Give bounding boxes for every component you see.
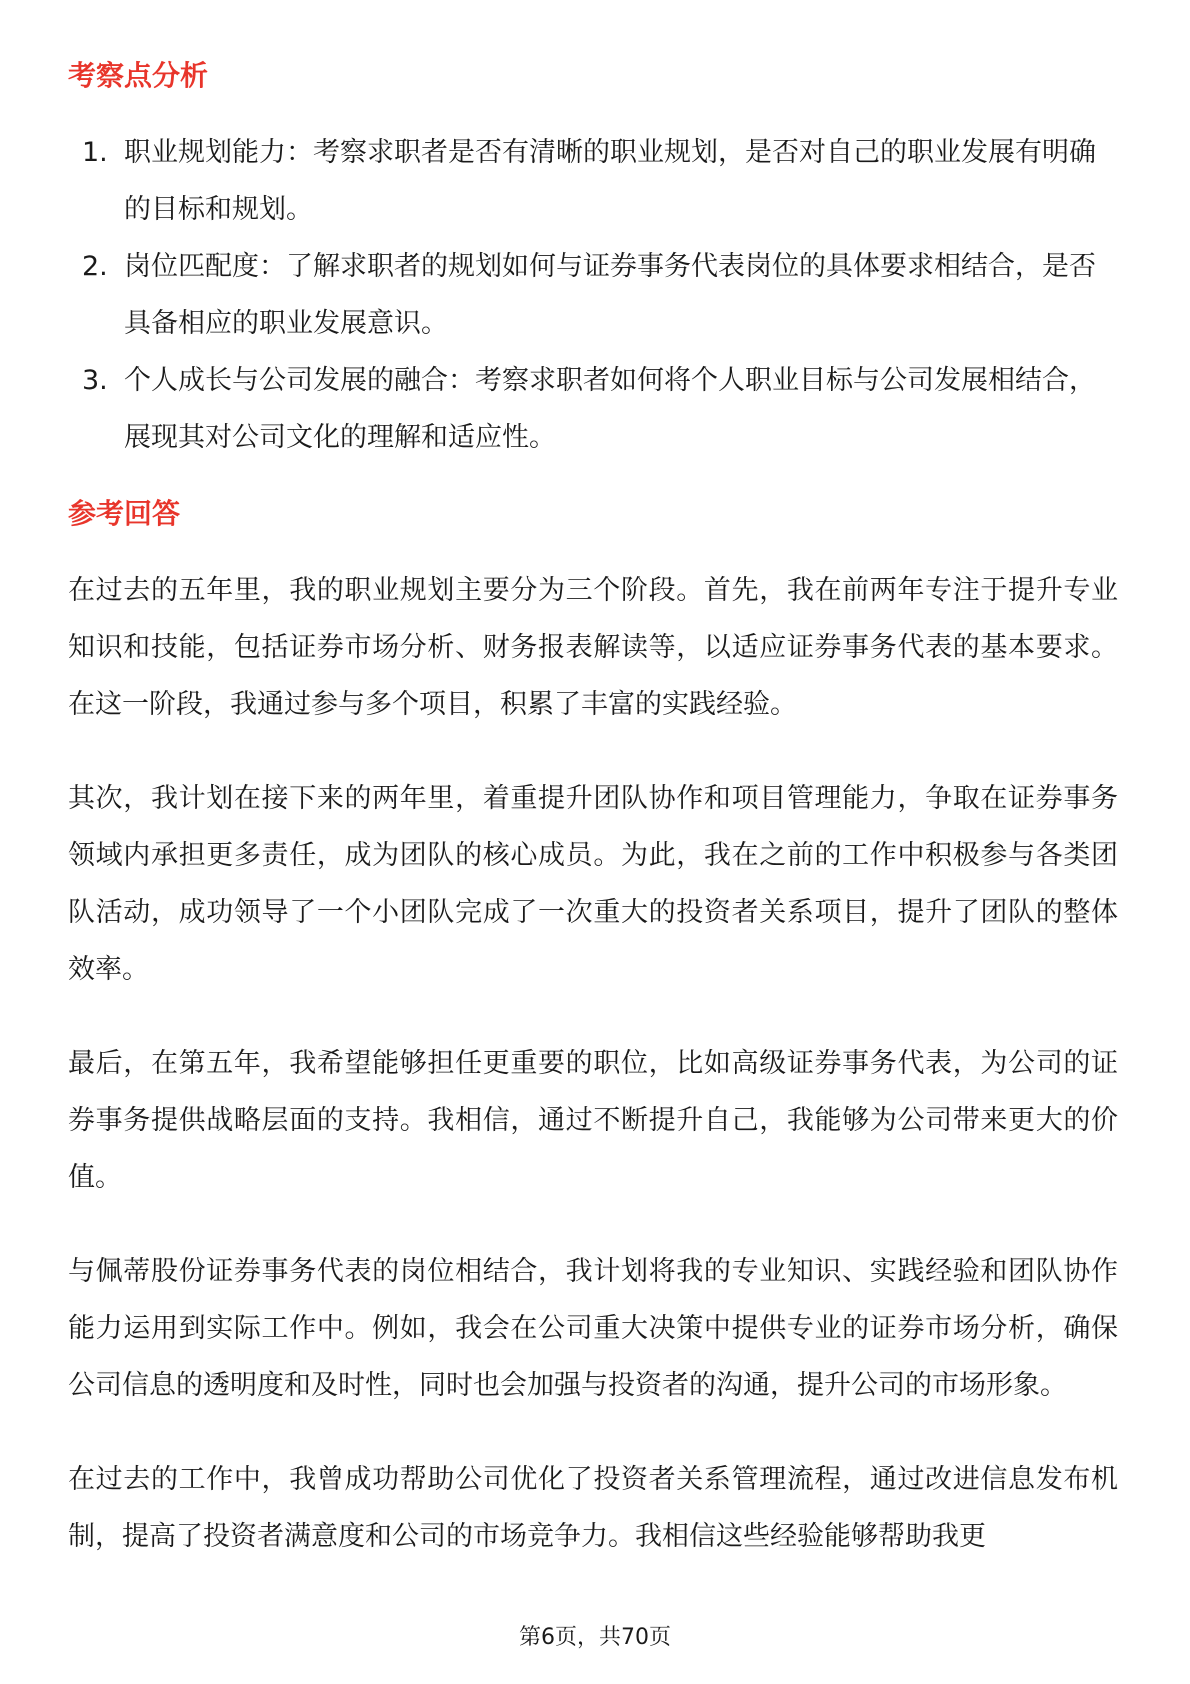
section-title-analysis: 考察点分析 xyxy=(68,59,209,92)
paragraph: 最后，在第五年，我希望能够担任更重要的职位，比如高级证券事务代表，为公司的证券事务提供战略层面的支持。我相信，通过不断提升自己，我能够为公司带来更大的价值。 xyxy=(68,1048,1118,1193)
paragraph: 在过去的五年里，我的职业规划主要分为三个阶段。首先，我在前两年专注于提升专业知识和技能，包括证券市场分析、财务报表解读等，以适应证券事务代表的基本要求。在这一阶段，我通过参与多个项目，积累了丰富的实践经验。 xyxy=(68,575,1118,720)
document-page xyxy=(68,40,1118,1602)
page-number: 第6页，共70页 xyxy=(519,1625,671,1650)
paragraph: 在过去的工作中，我曾成功帮助公司优化了投资者关系管理流程，通过改进信息发布机制，提高了投资者满意度和公司的市场竞争力。我相信这些经验能够帮助我更 xyxy=(68,1464,1118,1552)
list-text: 职业规划能力：考察求职者是否有清晰的职业规划，是否对自己的职业发展有明确的目标和规划。 xyxy=(124,137,1096,225)
list-item xyxy=(68,352,1118,466)
section-title-answer: 参考回答 xyxy=(68,497,181,530)
paragraph: 与佩蒂股份证券事务代表的岗位相结合，我计划将我的专业知识、实践经验和团队协作能力运用到实际工作中。例如，我会在公司重大决策中提供专业的证券市场分析，确保公司信息的透明度和及时性，同时也会加强与投资者的沟通，提升公司的市场形象。 xyxy=(68,1256,1118,1401)
list-number: 2. xyxy=(82,251,108,282)
list-text: 个人成长与公司发展的融合：考察求职者如何将个人职业目标与公司发展相结合，展现其对公司文化的理解和适应性。 xyxy=(124,365,1096,453)
list-number: 1. xyxy=(82,137,108,168)
list-item xyxy=(68,124,1118,238)
paragraph: 其次，我计划在接下来的两年里，着重提升团队协作和项目管理能力，争取在证券事务领域内承担更多责任，成为团队的核心成员。为此，我在之前的工作中积极参与各类团队活动，成功领导了一个小团队完成了一次重大的投资者关系项目，提升了团队的整体效率。 xyxy=(68,783,1118,985)
analysis-list xyxy=(68,124,1118,466)
list-number: 3. xyxy=(82,365,108,396)
list-text: 岗位匹配度：了解求职者的规划如何与证券事务代表岗位的具体要求相结合，是否具备相应的职业发展意识。 xyxy=(124,251,1096,339)
list-item xyxy=(68,238,1118,352)
